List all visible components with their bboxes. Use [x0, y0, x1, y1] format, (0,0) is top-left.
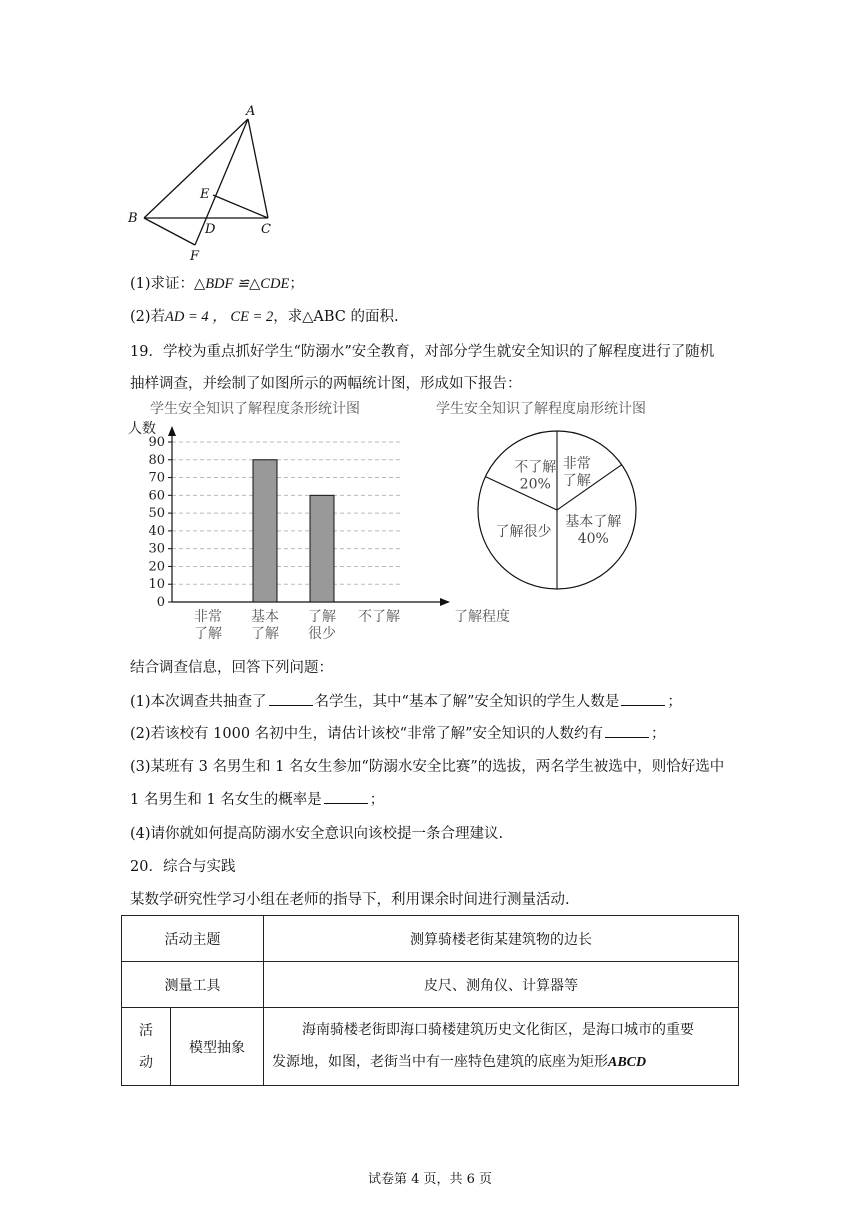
label-E: E	[200, 187, 210, 202]
page-footer: 试卷第 4 页，共 6 页	[367, 1172, 493, 1187]
y-tick-label: 50	[148, 506, 165, 522]
pie-slice-label: 不了解	[514, 459, 557, 476]
table-value-theme: 测算骑楼老街某建筑物的边长	[264, 916, 739, 962]
table-label-model: 模型抽象	[171, 1008, 264, 1086]
y-tick-label: 90	[148, 435, 165, 450]
x-tick-label: 非常	[194, 609, 222, 625]
table-model-text: 海南骑楼老街即海口骑楼建筑历史文化街区，是海口城市的重要 发源地，如图，老街当中有一座特色建筑的底座为矩形ABCD	[264, 1008, 739, 1086]
q19-sub2: (2)若该校有 1000 名初中生，请估计该校“非常了解”安全知识的人数约有 ；	[130, 722, 665, 743]
q19-sub3-line1: (3)某班有 3 名男生和 1 名女生参加“防溺水安全比赛”的选拔，两名学生被选中，则恰好选中	[130, 759, 725, 775]
q20-intro: 某数学研究性学习小组在老师的指导下，利用课余时间进行测量活动.	[130, 892, 570, 908]
q19-prompt: 结合调查信息，回答下列问题：	[130, 660, 333, 676]
pie-slice-label: 40%	[577, 530, 609, 547]
y-tick-label: 60	[148, 488, 165, 504]
q20-title: 20．综合与实践	[130, 859, 236, 875]
y-tick-label: 70	[148, 470, 165, 486]
x-tick-label: 了解	[251, 626, 279, 642]
q19-stem-line1: 19．学校为重点抓好学生“防溺水”安全教育，对部分学生就安全知识的了解程度进行了随机	[130, 344, 715, 360]
q19-sub3-line2: 1 名男生和 1 名女生的概率是 ；	[130, 788, 384, 809]
y-tick-label: 10	[148, 577, 165, 593]
y-tick-label: 40	[148, 523, 165, 539]
x-axis-label: 了解程度	[454, 609, 510, 625]
bar	[253, 460, 277, 602]
table-label-activity: 活 动	[122, 1008, 171, 1086]
bar-chart-title: 学生安全知识了解程度条形统计图	[150, 401, 360, 417]
label-B: B	[128, 211, 138, 226]
label-A: A	[246, 104, 256, 119]
bar-chart	[120, 418, 510, 646]
pie-chart	[470, 425, 645, 600]
activity-table	[121, 915, 739, 1086]
q18-part1: (1)求证：△BDF ≌△CDE；	[130, 276, 304, 292]
pie-slice-label: 了解	[562, 472, 591, 489]
pie-slice-label: 基本了解	[565, 513, 622, 530]
pie-chart-title: 学生安全知识了解程度扇形统计图	[436, 401, 646, 417]
answer-blank[interactable]	[605, 723, 649, 738]
x-tick-label: 了解	[308, 609, 336, 625]
q19-stem-line2: 抽样调查，并绘制了如图所示的两幅统计图，形成如下报告：	[130, 376, 522, 392]
table-label-tools: 测量工具	[122, 962, 264, 1008]
q19-sub1: (1)本次调查共抽查了 名学生，其中“基本了解”安全知识的学生人数是 ；	[130, 690, 682, 711]
table-label-theme: 活动主题	[122, 916, 264, 962]
x-tick-label: 基本	[251, 609, 279, 625]
table-value-tools: 皮尺、测角仪、计算器等	[264, 962, 739, 1008]
label-C: C	[261, 222, 271, 237]
pie-slice-label: 了解很少	[495, 523, 552, 540]
y-axis-label: 人数	[128, 421, 156, 437]
bar	[310, 495, 334, 602]
x-axis-arrow	[440, 598, 450, 606]
y-axis-arrow	[168, 426, 176, 436]
x-tick-label: 不了解	[358, 609, 400, 625]
x-tick-label: 很少	[308, 626, 336, 642]
label-F: F	[190, 249, 200, 264]
pie-slice-label: 非常	[562, 455, 591, 472]
y-tick-label: 30	[148, 541, 165, 557]
q18-part2: (2)若AD = 4 ， CE = 2，求△ABC 的面积.	[130, 309, 399, 325]
label-D: D	[205, 222, 216, 237]
triangle-figure	[120, 100, 290, 265]
y-tick-label: 20	[148, 559, 165, 575]
q19-sub4: (4)请你就如何提高防溺水安全意识向该校提一条合理建议.	[130, 826, 504, 842]
x-tick-label: 了解	[194, 626, 222, 642]
pie-slice-label: 20%	[519, 476, 551, 493]
y-tick-label: 0	[156, 595, 165, 610]
answer-blank[interactable]	[269, 691, 313, 706]
answer-blank[interactable]	[324, 789, 368, 804]
answer-blank[interactable]	[621, 691, 665, 706]
y-tick-label: 80	[148, 452, 165, 468]
